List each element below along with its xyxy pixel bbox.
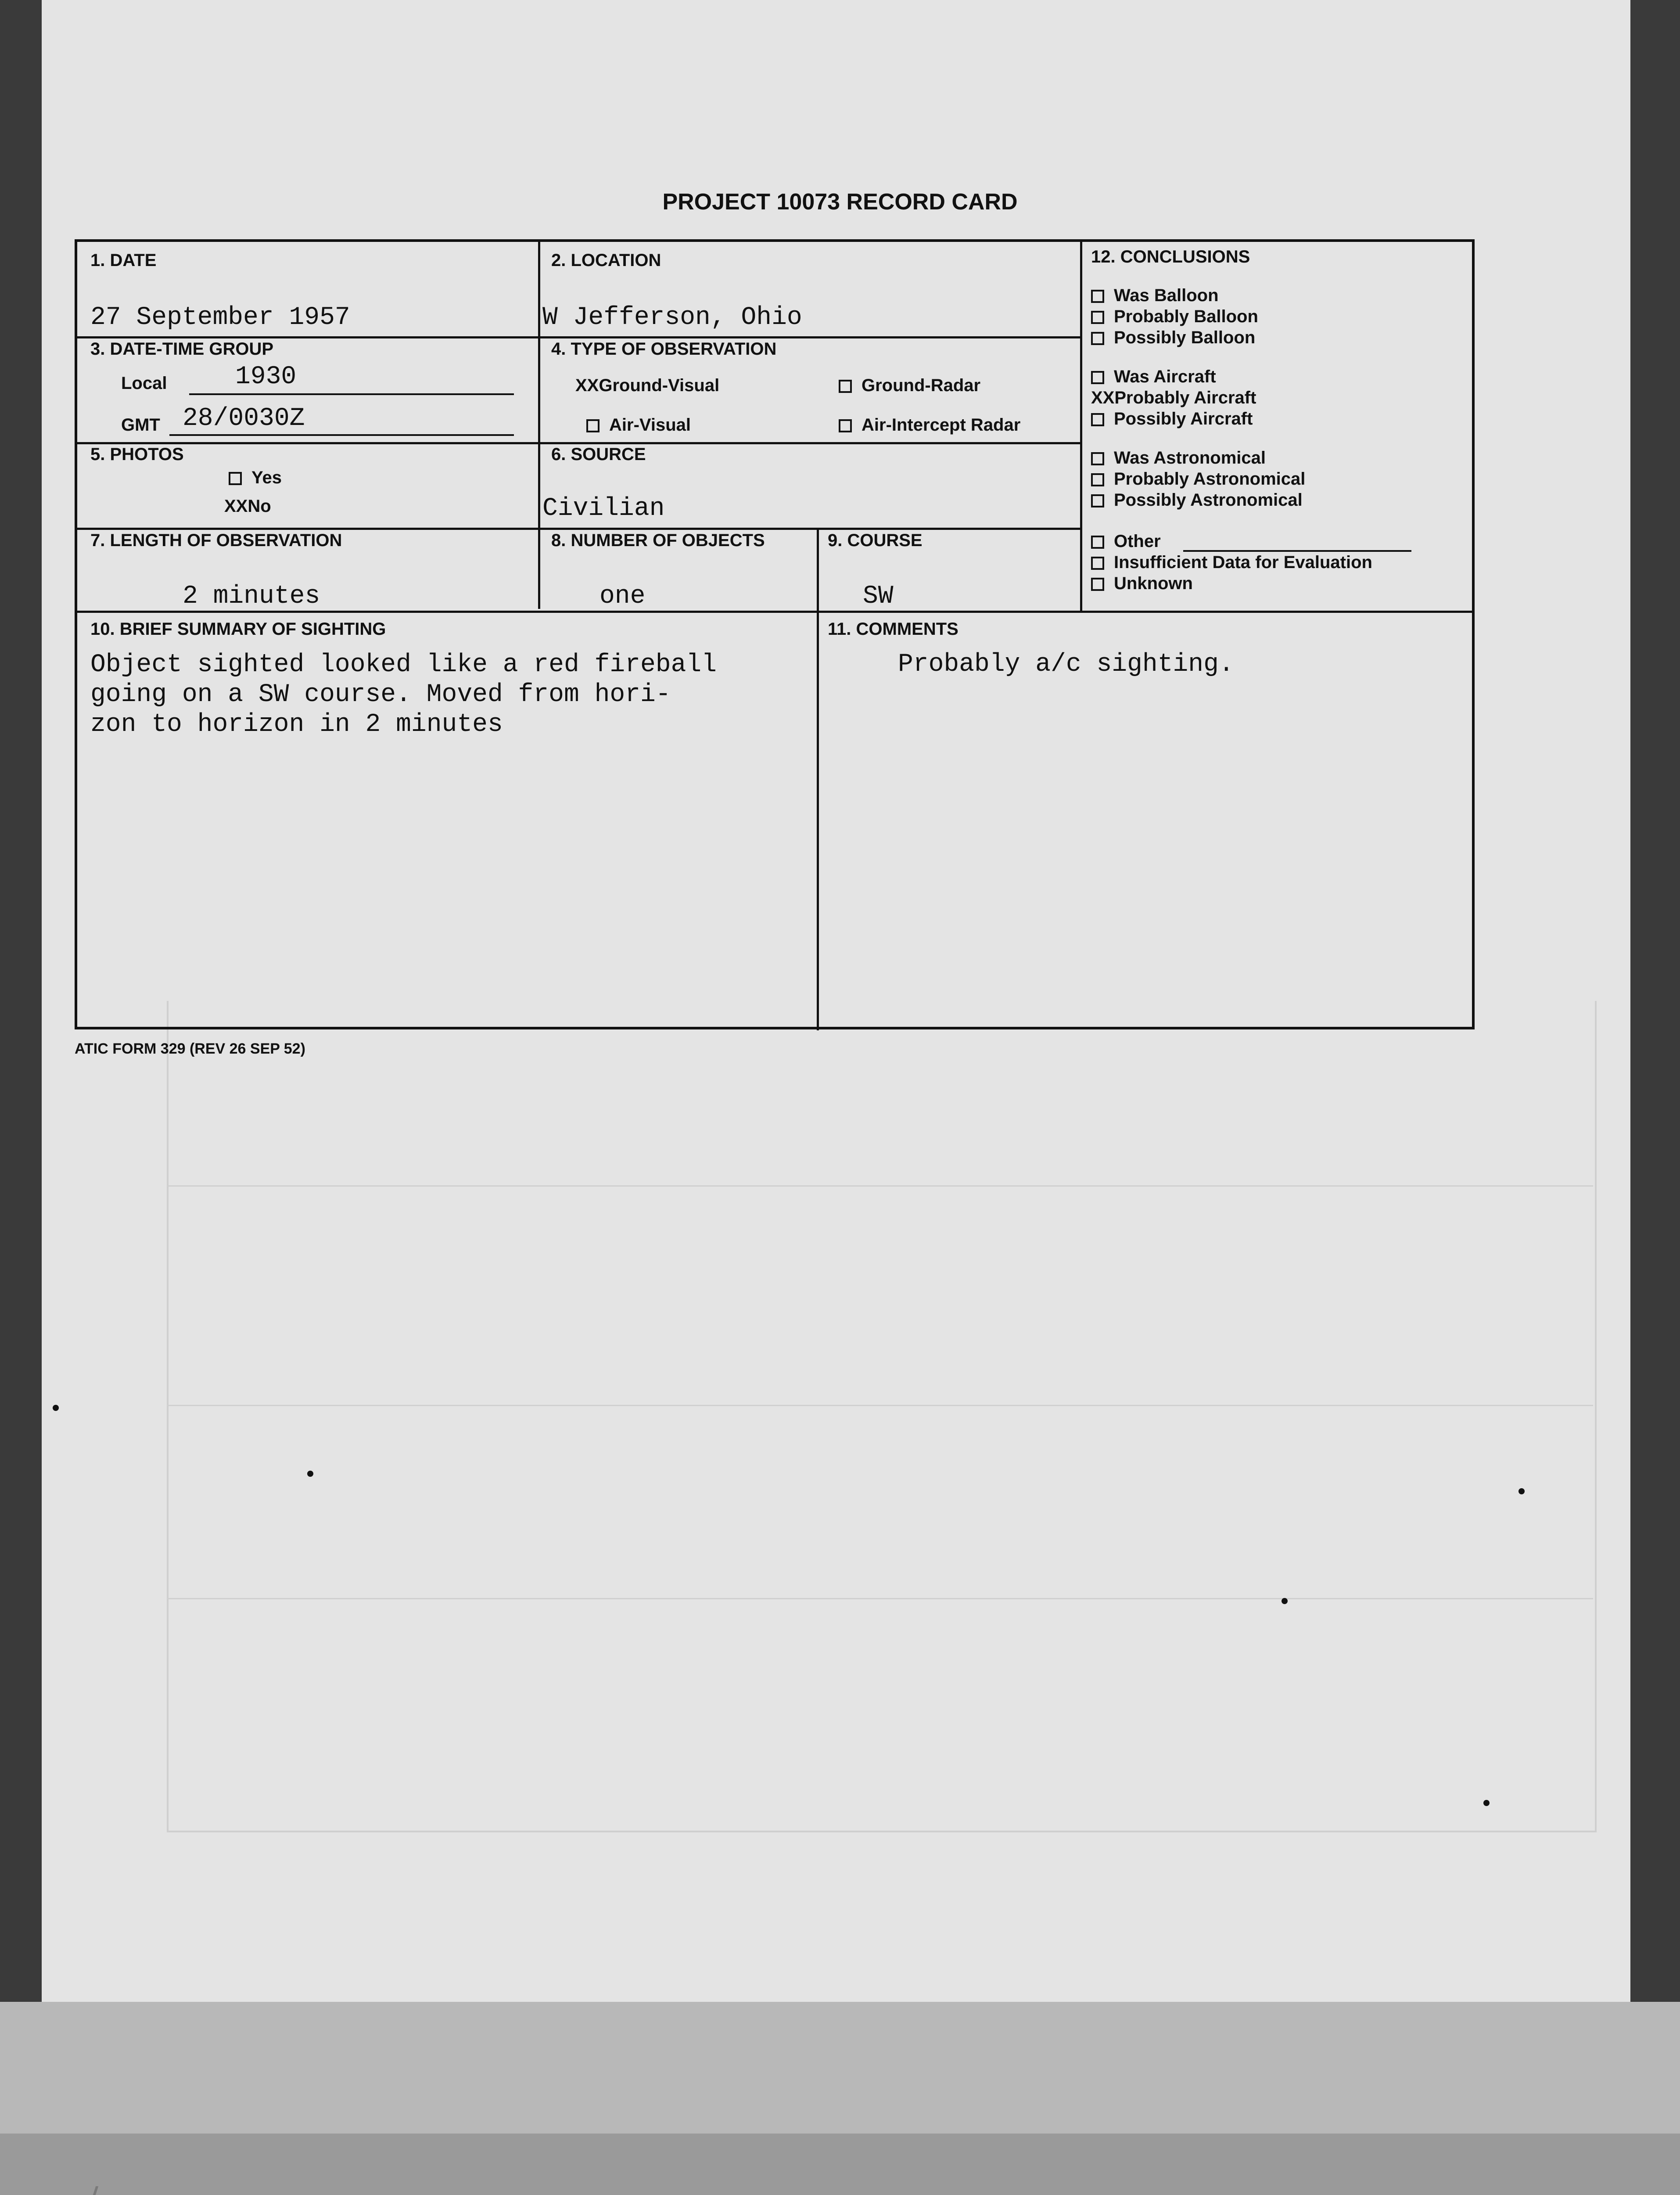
conclusion-option [1091,553,1372,572]
checkbox-icon [1091,536,1104,549]
brief-summary-label: 10. BRIEF SUMMARY OF SIGHTING [90,619,386,639]
faded-form-line [167,1598,1593,1599]
divider [77,336,1080,338]
conclusion-label: Was Balloon [1114,286,1219,305]
checkbox-icon [1091,557,1104,570]
photos-label: 5. PHOTOS [90,445,184,464]
gmt-time-value: 28/0030Z [183,404,305,433]
conclusion-label: Probably Aircraft [1114,388,1256,407]
location-value: W Jefferson, Ohio [542,303,802,332]
comments-label: 11. COMMENTS [828,619,958,639]
checkbox-icon [1091,311,1104,324]
conclusion-label: Insufficient Data for Evaluation [1114,553,1372,572]
scan-speck [53,1405,59,1411]
air-visual-option [586,415,691,435]
photos-yes-label: Yes [251,468,282,487]
scan-speck [307,1471,313,1477]
conclusion-label: Other [1114,532,1161,551]
local-underline [189,393,514,395]
summary-line: going on a SW course. Moved from hori- [90,680,671,709]
ground-radar-option [839,376,980,396]
other-underline [1183,550,1411,552]
conclusion-label: Possibly Balloon [1114,328,1256,347]
number-of-objects-label: 8. NUMBER OF OBJECTS [551,531,765,550]
conclusion-option [1091,328,1255,348]
conclusions-label: 12. CONCLUSIONS [1091,247,1250,266]
divider [77,528,1080,530]
faded-form-line [167,1405,1593,1406]
date-value: 27 September 1957 [90,303,350,332]
conclusion-option-checked [1091,388,1256,408]
conclusion-label: Possibly Astronomical [1114,490,1303,510]
gmt-underline [169,434,514,436]
conclusion-label: Probably Astronomical [1114,469,1306,489]
air-visual-label: Air-Visual [609,415,691,435]
checkbox-icon [839,419,852,432]
ground-visual-mark: XX [575,376,599,395]
course-value: SW [863,582,894,611]
scan-shadow-band [0,2002,1680,2134]
faded-backside-form [167,1001,1597,1832]
conclusion-option [1091,574,1193,594]
date-time-group-label: 3. DATE-TIME GROUP [90,339,274,359]
ground-visual-label: Ground-Visual [599,376,720,395]
gmt-label: GMT [121,415,160,435]
scan-speck [1518,1488,1525,1494]
source-label: 6. SOURCE [551,445,646,464]
number-of-objects-value: one [599,582,646,611]
conclusion-option [1091,409,1253,429]
conclusion-label: Was Aircraft [1114,367,1216,386]
checkbox-icon [1091,413,1104,426]
conclusion-label: Was Astronomical [1114,448,1266,468]
checkbox-icon [586,419,599,432]
checkbox-icon [1091,332,1104,345]
local-label: Local [121,374,167,393]
checkbox-icon [229,472,242,485]
scan-background [0,2002,1680,2195]
photos-no-mark: XX [224,497,248,516]
ground-visual-option [575,376,719,396]
photos-no-option [224,497,271,516]
air-intercept-radar-label: Air-Intercept Radar [862,415,1021,435]
conclusion-option [1091,307,1258,327]
divider [817,530,819,1030]
conclusion-mark: XX [1091,388,1115,407]
checkbox-icon [1091,371,1104,384]
scan-speck [1483,1800,1490,1806]
divider [538,242,540,609]
conclusion-label: Possibly Aircraft [1114,409,1253,428]
comments-value: Probably a/c sighting. [898,650,1234,679]
conclusion-option [1091,469,1305,489]
conclusion-option [1091,367,1216,387]
divider [1080,242,1082,613]
ground-radar-label: Ground-Radar [862,376,981,395]
photos-no-label: No [248,497,271,516]
checkbox-icon [839,380,852,393]
conclusion-option [1091,286,1219,306]
length-of-observation-label: 7. LENGTH OF OBSERVATION [90,531,342,550]
conclusion-label: Probably Balloon [1114,307,1258,326]
course-label: 9. COURSE [828,531,923,550]
location-label: 2. LOCATION [551,251,661,270]
record-card-form [75,239,1475,1029]
scan-speck [1282,1598,1288,1604]
card-title: PROJECT 10073 RECORD CARD [662,189,1018,215]
brief-summary-text [90,650,717,740]
summary-line: zon to horizon in 2 minutes [90,710,503,739]
checkbox-icon [1091,473,1104,486]
conclusion-option [1091,490,1303,510]
conclusion-label: Unknown [1114,574,1193,593]
checkbox-icon [1091,452,1104,465]
checkbox-icon [1091,578,1104,591]
photos-yes-option [229,468,282,488]
date-label: 1. DATE [90,251,157,270]
local-time-value: 1930 [235,363,297,391]
summary-line: Object sighted looked like a red fireball [90,651,717,679]
form-number: ATIC FORM 329 (REV 26 SEP 52) [75,1040,305,1057]
conclusion-option [1091,448,1266,468]
length-of-observation-value: 2 minutes [183,582,320,611]
source-value: Civilian [542,494,665,523]
faded-form-line [167,1185,1593,1187]
divider [77,611,1475,613]
checkbox-icon [1091,494,1104,507]
divider [77,442,1080,444]
conclusion-option [1091,532,1161,551]
air-intercept-radar-option [839,415,1020,435]
checkbox-icon [1091,290,1104,303]
type-of-observation-label: 4. TYPE OF OBSERVATION [551,339,777,359]
